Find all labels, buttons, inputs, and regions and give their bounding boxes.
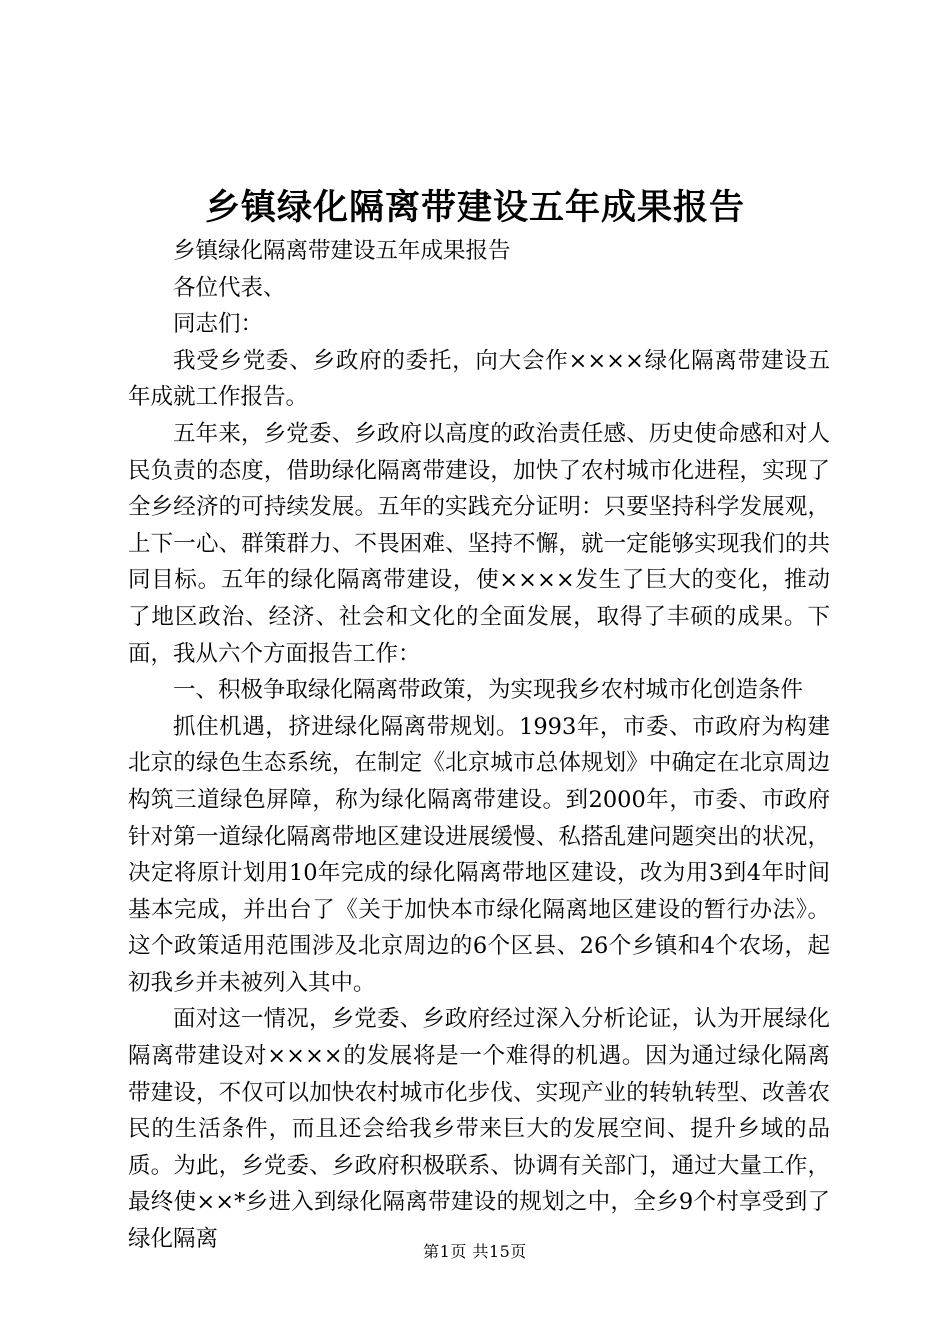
document-title: 乡镇绿化隔离带建设五年成果报告	[204, 188, 745, 228]
paragraph-opportunity: 抓住机遇，挤进绿化隔离带规划。1993年，市委、市政府为构建北京的绿色生态系统，在制定《北京城市总体规划》中确定在北京周边构筑三道绿色屏障，称为绿化隔离带建设。到2000年，市委、市政府针对第一道绿化隔离带地区建设进展缓慢、私搭乱建问题突出的状况，决定将原计划用10年完成的绿化隔离带地区建设，改为用3到4年时间基本完成，并出台了《关于加快本市绿化隔离地区建设的暂行办法》。这个政策适用范围涉及北京周边的6个区县、26个乡镇和4个农场，起初我乡并未被列入其中。	[128, 713, 830, 996]
paragraph-salutation-1: 各位代表、	[173, 274, 286, 301]
paragraph-analysis: 面对这一情况，乡党委、乡政府经过深入分析论证，认为开展绿化隔离带建设对××××的发展将是一个难得的机遇。因为通过绿化隔离带建设，不仅可以加快农村城市化步伐、实现产业的转轨转型、改善农民的生活条件，而且还会给我乡带来巨大的发展空间、提升乡域的品质。为此，乡党委、乡政府积极联系、协调有关部门，通过大量工作，最终使××*乡进入到绿化隔离带建设的规划之中，全乡9个村享受到了绿化隔离	[128, 1006, 830, 1253]
paragraph-subtitle: 乡镇绿化隔离带建设五年成果报告	[173, 238, 511, 264]
document-body	[128, 233, 830, 1258]
page-number-footer: 第1页 共15页	[423, 1242, 527, 1261]
paragraph-overview: 五年来，乡党委、乡政府以高度的政治责任感、历史使命感和对人民负责的态度，借助绿化隔离带建设，加快了农村城市化进程，实现了全乡经济的可持续发展。五年的实践充分证明：只要坚持科学发展观，上下一心、群策群力、不畏困难、坚持不懈，就一定能够实现我们的共同目标。五年的绿化隔离带建设，使××××发生了巨大的变化，推动了地区政治、经济、社会和文化的全面发展，取得了丰硕的成果。下面，我从六个方面报告工作：	[128, 420, 830, 667]
paragraph-salutation-2: 同志们：	[173, 311, 264, 338]
paragraph-intro: 我受乡党委、乡政府的委托，向大会作××××绿化隔离带建设五年成就工作报告。	[128, 347, 830, 411]
section-heading-1: 一、积极争取绿化隔离带政策，为实现我乡农村城市化创造条件	[173, 677, 804, 704]
